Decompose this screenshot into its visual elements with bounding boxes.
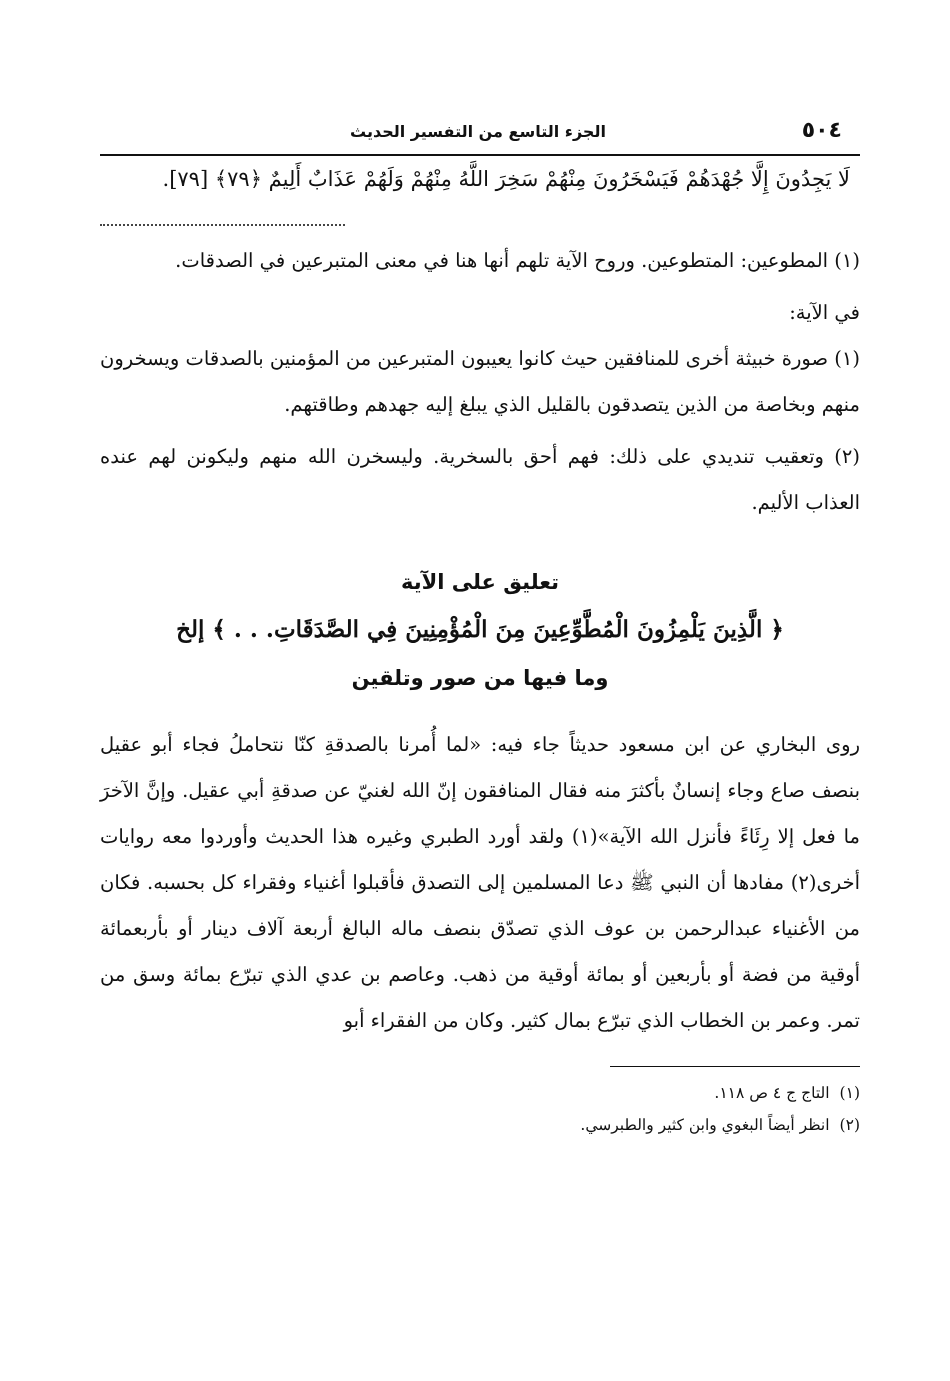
footnote-rule [610,1066,860,1067]
footnote-2 [100,1109,860,1141]
page-number: ٥٠٤ [801,118,842,143]
book-page [100,118,860,1141]
note-1: (١) صورة خبيثة أخرى للمنافقين حيث كانوا يعيبون المتبرعين من المؤمنين بالصدقات ويسخرون منهم وبخاصة من الذين يتصدقون بالقليل الذي يبلغ إليه جهدهم وطاقتهم. [100,347,860,416]
heading-line-1: تعليق على الآية [400,570,560,594]
vocabulary-note: (١) المطوعين: المتطوعين. وروح الآية تلهم أنها هنا في معنى المتبرعين في الصدقات. [175,249,860,272]
footnote-text: التاج ج ٤ ص ١١٨. [714,1084,830,1102]
commentary-heading [100,560,860,700]
heading-line-3: وما فيها من صور وتلقين [351,666,609,690]
main-paragraph: روى البخاري عن ابن مسعود حديثاً جاء فيه: «لما أُمرنا بالصدقةِ كنّا نتحاملُ فجاء أبو عقيل بنصف صاع وجاء إنسانٌ بأكثرَ منه فقال المنافقون إنّ الله لغنيّ عن صدقةِ أبي عقيل. وإنَّ الآخرَ ما فعل إلا رِئَاءً فأنزل الله الآية»(١) ولقد أورد الطبري وغيره هذا الحديث وأوردوا معه روايات أخرى(٢) مفادها أن النبي ﷺ دعا المسلمين إلى التصدق فأقبلوا أغنياء وفقراء كل بحسبه. فكان من الأغنياء عبدالرحمن بن عوف الذي تصدّق بنصف ماله البالغ أربعة آلاف دينار أو بأربعمائة أوقية من فضة أو بأربعين أو بمائة أوقية من ذهب. وعاصم بن عدي الذي تبرّع بمائة وسق من تمر. وعمر بن الخطاب الذي تبرّع بمال كثير. وكان من الفقراء أبو [100,733,860,1032]
footnote-number: (١) [839,1084,860,1102]
footnote-number: (٢) [839,1116,860,1134]
dotted-separator [100,224,345,226]
footnote-1 [100,1077,860,1109]
running-head [100,118,860,156]
footnote-text: انظر أيضاً البغوي وابن كثير والطبرسي. [580,1116,830,1134]
section-label-in-verse: في الآية: [789,301,860,324]
heading-verse-line: ﴿ الَّذِينَ يَلْمِزُونَ الْمُطَّوِّعِينَ مِنَ الْمُؤْمِنِينَ فِي الصَّدَقَاتِ. . . ﴾ إلخ [176,616,784,643]
running-head-title: الجزء التاسع من التفسير الحديث [350,122,606,141]
note-2: (٢) وتعقيب تنديدي على ذلك: فهم أحق بالسخرية. وليسخرن الله منهم وليكونن لهم عنده العذاب الأليم. [100,445,860,514]
quran-verse-continuation: لَا يَجِدُونَ إِلَّا جُهْدَهُمْ فَيَسْخَرُونَ مِنْهُمْ سَخِرَ اللَّهُ مِنْهُمْ وَلَهُمْ عَذَابٌ أَلِيمٌ ﴿٧٩﴾ [٧٩]. [162,167,850,191]
